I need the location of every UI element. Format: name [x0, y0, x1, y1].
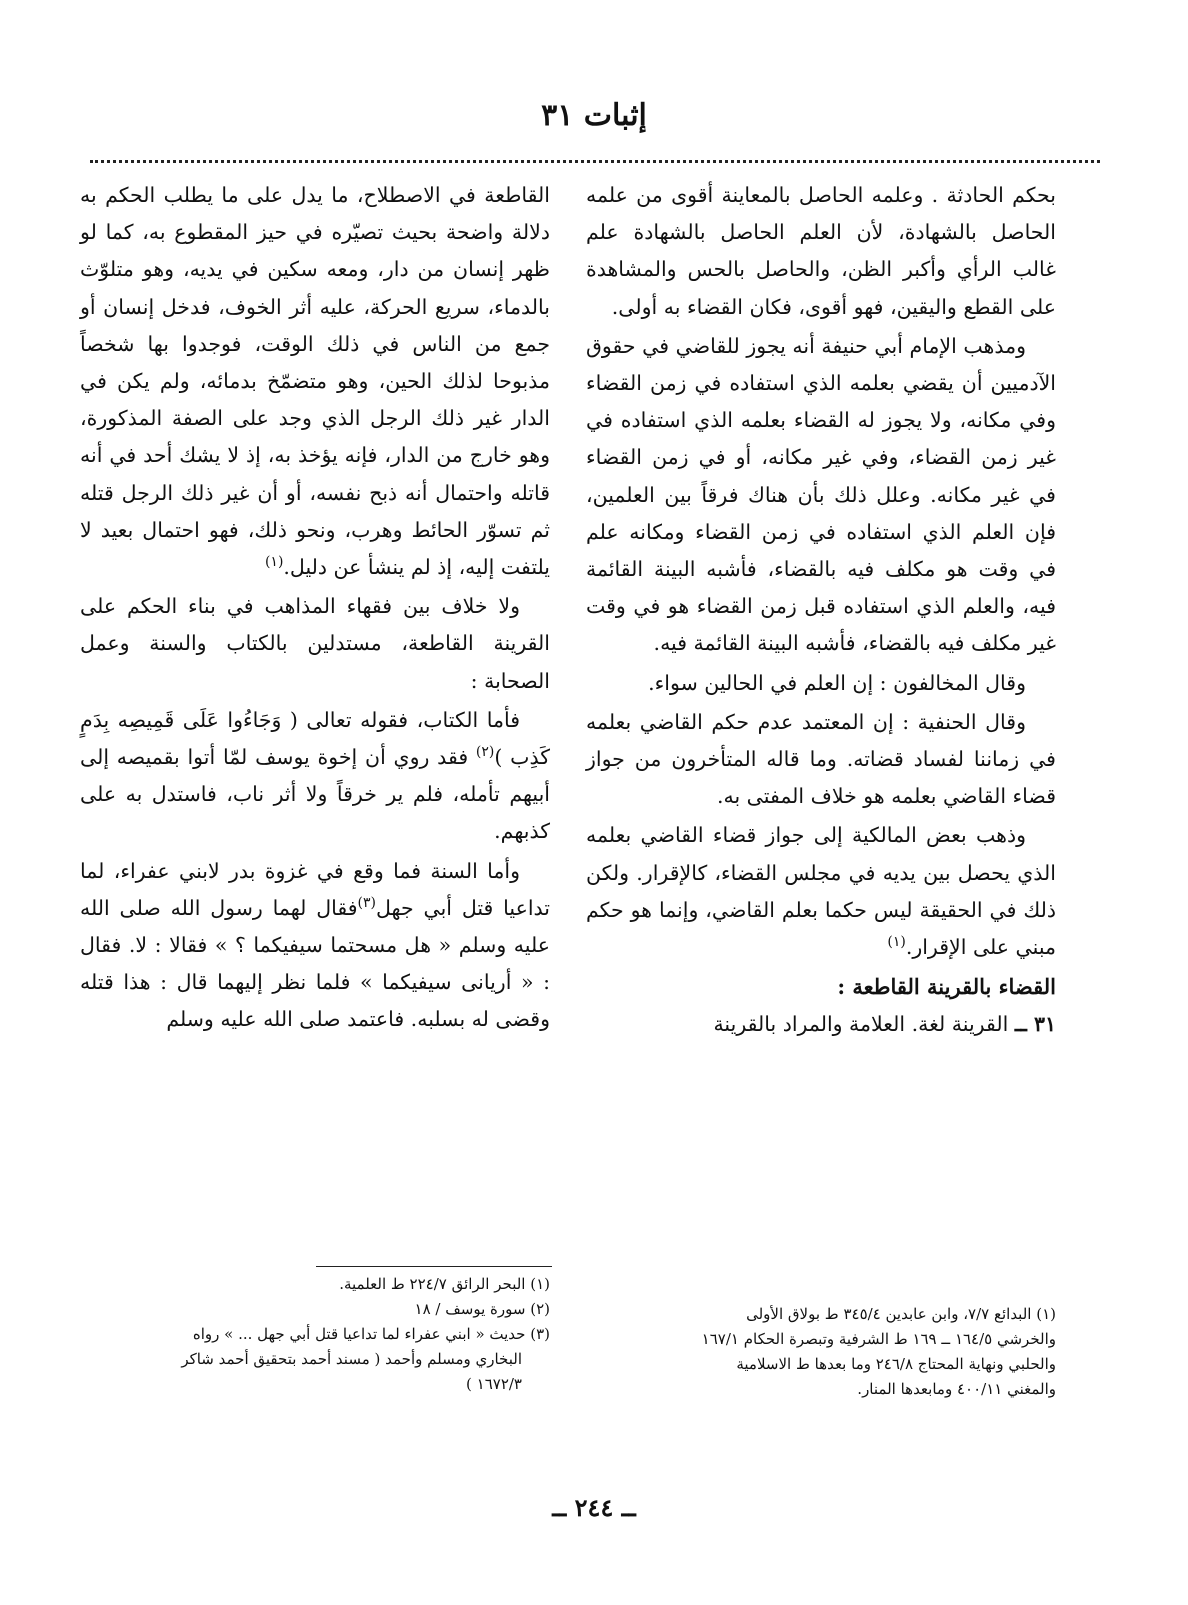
footnote: ١٦٧٢/٣ )	[466, 1375, 522, 1393]
footnote: والحلبي ونهاية المحتاج ٢٤٦/٨ وما بعدها ط الاسلامية	[736, 1355, 1056, 1373]
paragraph: وقال المخالفون : إن العلم في الحالين سواء.	[648, 670, 1026, 695]
paragraph: بحكم الحادثة . وعلمه الحاصل بالمعاينة أقوى من علمه الحاصل بالشهادة، لأن العلم الحاصل بالشهادة علم غالب الرأي وأكبر الظن، والحاصل بالحس والمشاهدة على القطع واليقين، فهو أقوى، فكان القضاء به أولى.	[586, 183, 1056, 319]
left-column	[80, 177, 550, 1041]
footnote: والمغني ٤٠٠/١١ ومابعدها المنار.	[857, 1380, 1056, 1398]
paragraph-text: وذهب بعض المالكية إلى جواز قضاء القاضي بعلمه الذي يحصل بين يديه في مجلس القضاء، كالإقرار. ولكن ذلك في الحقيقة ليس حكما بعلم القاضي، وإنما هو حكم مبني على الإقرار.	[586, 823, 1056, 960]
section-heading: القضاء بالقرينة القاطعة :	[837, 974, 1056, 1000]
footnotes-left	[80, 1272, 550, 1397]
footnote-divider	[316, 1266, 552, 1267]
paragraph	[80, 702, 550, 851]
paragraph-text: فقد روي أن إخوة يوسف لمّا أتوا بقميصه إلى أبيهم تأمله، فلم ير خرقاً ولا أثر ناب، فاستدل به على كذبهم.	[80, 745, 550, 844]
page-number: ــ ٢٤٤ ــ	[552, 1493, 636, 1522]
header-divider	[90, 160, 1100, 163]
footnote-ref: (١)	[887, 934, 906, 951]
paragraph-text: فقال لهما رسول الله صلى الله عليه وسلم « هل مسحتما سيفيكما ؟ » فقالا : لا. فقال : « أريانى سيفيكما » فلما نظر إليهما قال : هذا قتله وقضى له بسلبه. فاعتمد صلى الله عليه وسلم	[80, 895, 550, 1032]
footnote-ref: (٢)	[475, 744, 495, 761]
paragraph	[586, 817, 1056, 966]
footnote: (١) البحر الرائق ٢٢٤/٧ ط العلمية.	[339, 1275, 550, 1293]
section-number: ٣١ ــ	[1014, 1012, 1056, 1037]
paragraph	[80, 177, 550, 586]
footnote-ref: (٣)	[357, 895, 377, 912]
footnote-ref: (١)	[264, 554, 284, 571]
footnotes-right	[586, 1302, 1056, 1402]
right-column	[586, 177, 1056, 1045]
footnote: (٢) سورة يوسف / ١٨	[414, 1300, 550, 1318]
footnote: والخرشي ١٦٤/٥ ــ ١٦٩ ط الشرفية وتبصرة الحكام ١٦٧/١	[701, 1330, 1056, 1348]
paragraph: وقال الحنفية : إن المعتمد عدم حكم القاضي بعلمه في زماننا لفساد قضاته. وما قاله المتأخرون من جواز قضاء القاضي بعلمه هو خلاف المفتى به.	[586, 709, 1056, 809]
paragraph-text: وأما السنة فما وقع في غزوة بدر لابني عفراء، لما تداعيا قتل أبي جهل	[80, 858, 550, 920]
footnote: البخاري ومسلم وأحمد ( مسند أحمد بتحقيق أحمد شاكر	[181, 1350, 522, 1368]
paragraph-text: فأما الكتاب، فقوله تعالى ( وَجَاءُوا عَلَى قَمِيصِه بِدَمٍ كَذِب )	[80, 707, 550, 770]
footnote: (٣) حديث « ابني عفراء لما تداعيا قتل أبي جهل ... » رواه	[192, 1325, 550, 1343]
page-title: إثبات ٣١	[541, 98, 647, 133]
paragraph	[586, 1006, 1056, 1043]
paragraph: ولا خلاف بين فقهاء المذاهب في بناء الحكم على القرينة القاطعة، مستدلين بالكتاب والسنة وعمل الصحابة :	[80, 594, 550, 693]
paragraph: ومذهب الإمام أبي حنيفة أنه يجوز للقاضي في حقوق الآدميين أن يقضي بعلمه الذي استفاده في زمن القضاء وفي مكانه، ولا يجوز له القضاء بعلمه الذي استفاده في غير زمن القضاء، وفي غير مكانه، أو في زمن القضاء في غير مكانه. وعلل ذلك بأن هناك فرقاً بين العلمين، فإن العلم الذي استفاده في زمن القضاء ومكانه علم في وقت هو مكلف فيه بالقضاء، فأشبه البينة القائمة فيه، والعلم الذي استفاده قبل زمن القضاء هو في وقت غير مكلف فيه بالقضاء، فأشبه البينة القائمة فيه.	[586, 333, 1056, 656]
paragraph-text: القاطعة في الاصطلاح، ما يدل على ما يطلب الحكم به دلالة واضحة بحيث تصيّره في حيز المقطوع به، كما لو ظهر إنسان من دار، ومعه سكين في يديه، وهو متلوّث بالدماء، سريع الحركة، عليه أثر الخوف، فدخل إنسان أو جمع من الناس في ذلك الوقت، فوجدوا بها شخصاً مذبوحا لذلك الحين، وهو متضمّخ بدمائه، ولم يكن في الدار غير ذلك الرجل الذي وجد على الصفة المذكورة، وهو خارج من الدار، فإنه يؤخذ به، إذ لا يشك أحد في أنه قاتله واحتمال أنه ذبح نفسه، أو أن غير ذلك الرجل قتله ثم تسوّر الحائط وهرب، ونحو ذلك، فهو احتمال بعيد لا يلتفت إليه، إذ لم ينشأ عن دليل.	[80, 183, 550, 580]
paragraph	[80, 853, 550, 1039]
paragraph-text: القرينة لغة. العلامة والمراد بالقرينة	[713, 1012, 1009, 1037]
footnote: (١) البدائع ٧/٧، وابن عابدين ٣٤٥/٤ ط بولاق الأولى	[746, 1305, 1056, 1323]
